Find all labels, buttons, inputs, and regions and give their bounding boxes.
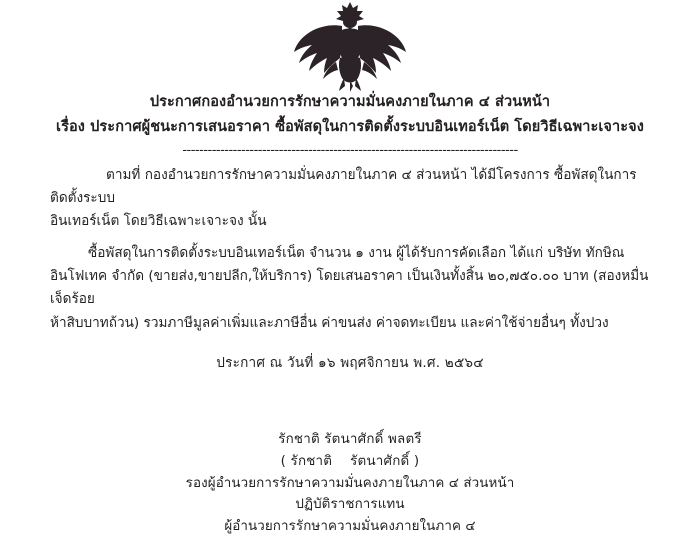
paragraph-line (50, 164, 650, 211)
paragraph-text: ตามที่ กองอำนวยการรักษาความมั่นคงภายในภาค ๔ ส่วนหน้า ได้มีโครงการ ซื้อพัสดุในการติดตั้งระบบ (50, 166, 637, 206)
signature-paren (22, 451, 678, 473)
signature-position-line-1: รองผู้อำนวยการรักษาความมั่นคงภายในภาค ๔ ส่วนหน้า (185, 475, 515, 491)
signature-position-line-2: ปฏิบัติราชการแทน (295, 497, 405, 513)
document-title (22, 92, 678, 139)
paragraph-text: ห้าสิบบาทถ้วน) รวมภาษีมูลค่าเพิ่มและภาษีอื่น ค่าขนส่ง ค่าจดทะเบียน และค่าใช้จ่ายอื่นๆ ทั้งปวง (50, 314, 609, 331)
document-body (22, 164, 678, 336)
paragraph-line (50, 312, 650, 335)
paragraph-line (50, 210, 650, 233)
paragraph-text: ซื้อพัสดุในการติดตั้งระบบอินเทอร์เน็ต จำนวน ๑ งาน ผู้ได้รับการคัดเลือก ได้แก่ บริษัท ทักษิณ (88, 244, 625, 261)
paragraph-text: อินโฟเทค จำกัด (ขายส่ง,ขายปลีก,ให้บริการ) โดยเสนอราคา เป็นเงินทั้งสิ้น ๒๐,๗๕๐.๐๐ บาท (สองหมื่นเจ็ดร้อย (50, 268, 649, 308)
title-line-1: ประกาศกองอำนวยการรักษาความมั่นคงภายในภาค ๔ ส่วนหน้า (149, 94, 551, 110)
paragraph-text: อินเทอร์เน็ต โดยวิธีเฉพาะเจาะจง นั้น (50, 213, 267, 230)
signature-block (22, 429, 678, 538)
signature-paren-right: รัตนาศักดิ์ ) (350, 453, 420, 469)
paragraph-line (50, 265, 650, 312)
signature-position-line-3: ผู้อำนวยการรักษาความมั่นคงภายในภาค ๔ (224, 518, 476, 534)
title-divider: -------------------------------------------------------------------------------- (182, 142, 518, 158)
announcement-date: ประกาศ ณ วันที่ ๑๖ พฤศจิกายน พ.ศ. ๒๕๖๔ (216, 355, 484, 372)
title-line-2: เรื่อง ประกาศผู้ชนะการเสนอราคา ซื้อพัสดุในการติดตั้งระบบอินเทอร์เน็ต โดยวิธีเฉพาะเจาะจง (56, 118, 644, 135)
garuda-emblem (22, 0, 678, 92)
signature-paren-left: ( รักชาติ (280, 453, 333, 469)
signature-name: รักชาติ รัตนาศักดิ์ พลตรี (278, 432, 422, 448)
paragraph-line (50, 242, 650, 265)
